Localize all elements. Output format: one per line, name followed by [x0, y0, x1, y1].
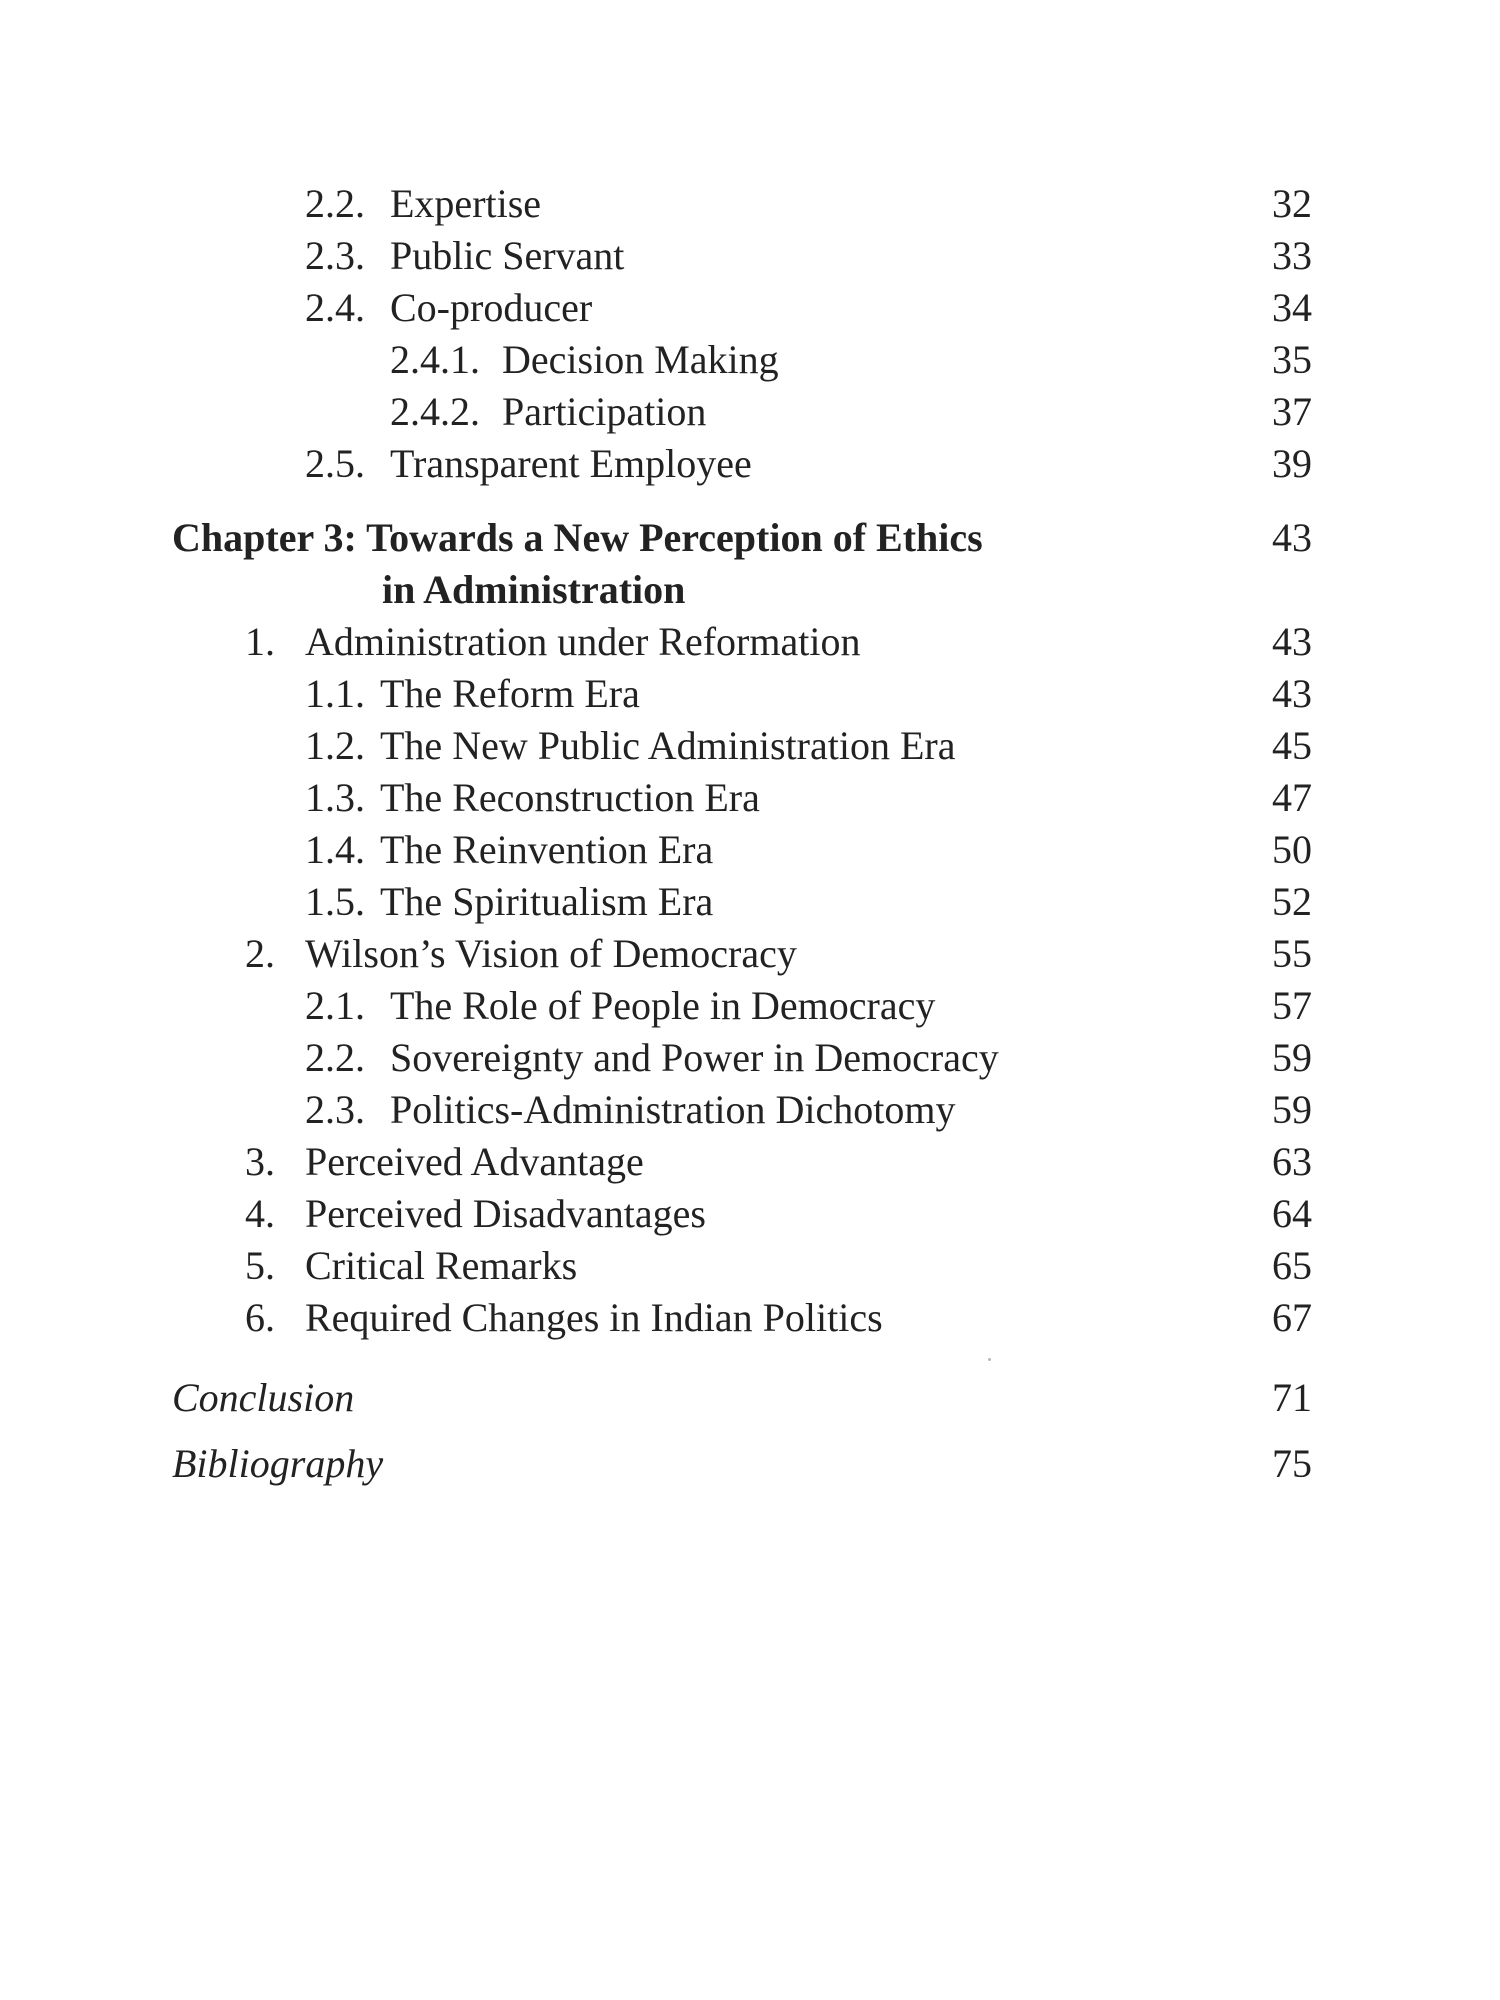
section-title: Perceived Advantage	[305, 1139, 644, 1184]
page-number: 59	[1272, 1087, 1312, 1132]
page-number: 37	[1272, 389, 1312, 434]
section-number: 2.1.	[305, 983, 365, 1028]
section-number: 2.4.1.	[390, 337, 480, 382]
toc-entry	[0, 1188, 1500, 1240]
toc-entry	[0, 1292, 1500, 1344]
section-title: The Reconstruction Era	[380, 775, 760, 820]
section-title: Wilson’s Vision of Democracy	[305, 931, 797, 976]
page-number: 52	[1272, 879, 1312, 924]
page-number: 64	[1272, 1191, 1312, 1236]
section-title: Public Servant	[390, 233, 625, 278]
section-number: 1.	[245, 619, 275, 664]
toc-entry	[0, 876, 1500, 928]
section-number: 1.4.	[305, 827, 365, 872]
toc-entry	[0, 824, 1500, 876]
section-number: 1.5.	[305, 879, 365, 924]
section-title: Expertise	[390, 181, 542, 226]
toc-entry	[0, 230, 1500, 282]
chapter-title-line2: in Administration	[382, 567, 686, 612]
section-number: 5.	[245, 1243, 275, 1288]
section-title: Participation	[502, 389, 707, 434]
bibliography-title: Bibliography	[172, 1441, 384, 1486]
section-title: The Reform Era	[380, 671, 640, 716]
section-title: The Spiritualism Era	[380, 879, 714, 924]
section-title: Politics-Administration Dichotomy	[390, 1087, 956, 1132]
toc-entry	[0, 282, 1500, 334]
section-number: 2.	[245, 931, 275, 976]
page-number: 59	[1272, 1035, 1312, 1080]
section-number: 6.	[245, 1295, 275, 1340]
page-number: 57	[1272, 983, 1312, 1028]
section-number: 2.3.	[305, 1087, 365, 1132]
page-number: 47	[1272, 775, 1312, 820]
section-title: Administration under Reformation	[305, 619, 861, 664]
toc-entry-bibliography	[0, 1438, 1500, 1490]
chapter-heading	[0, 512, 1500, 564]
page-number: 35	[1272, 337, 1312, 382]
page-number: 50	[1272, 827, 1312, 872]
section-number: 2.5.	[305, 441, 365, 486]
section-number: 1.2.	[305, 723, 365, 768]
section-number: 2.4.2.	[390, 389, 480, 434]
toc-entry	[0, 616, 1500, 668]
section-title: The New Public Administration Era	[380, 723, 956, 768]
print-speck	[988, 1358, 991, 1361]
page-number: 65	[1272, 1243, 1312, 1288]
section-number: 3.	[245, 1139, 275, 1184]
section-number: 2.2.	[305, 181, 365, 226]
page-number: 55	[1272, 931, 1312, 976]
page-number: 39	[1272, 441, 1312, 486]
toc-entry	[0, 1032, 1500, 1084]
page-number: 71	[1272, 1375, 1312, 1420]
toc-entry	[0, 668, 1500, 720]
page-number: 67	[1272, 1295, 1312, 1340]
section-number: 2.3.	[305, 233, 365, 278]
toc-entry	[0, 928, 1500, 980]
toc-entry	[0, 334, 1500, 386]
page-number: 63	[1272, 1139, 1312, 1184]
section-title: Critical Remarks	[305, 1243, 578, 1288]
toc-entry	[0, 386, 1500, 438]
page-number: 43	[1272, 515, 1312, 560]
toc-entry	[0, 438, 1500, 490]
section-title: Sovereignty and Power in Democracy	[390, 1035, 999, 1080]
toc-entry	[0, 178, 1500, 230]
section-title: The Role of People in Democracy	[390, 983, 936, 1028]
toc-entry	[0, 772, 1500, 824]
chapter-label: Chapter 3:	[172, 515, 357, 560]
section-number: 4.	[245, 1191, 275, 1236]
section-number: 2.4.	[305, 285, 365, 330]
page-number: 34	[1272, 285, 1312, 330]
chapter-heading-continued	[0, 564, 1500, 616]
toc-entry	[0, 720, 1500, 772]
chapter-title-text: Towards a New Perception of Ethics	[366, 515, 983, 560]
section-title: The Reinvention Era	[380, 827, 714, 872]
section-title: Transparent Employee	[390, 441, 752, 486]
page-number: 43	[1272, 619, 1312, 664]
section-title: Perceived Disadvantages	[305, 1191, 706, 1236]
conclusion-title: Conclusion	[172, 1375, 355, 1420]
section-number: 1.1.	[305, 671, 365, 716]
section-number: 2.2.	[305, 1035, 365, 1080]
page-number: 32	[1272, 181, 1312, 226]
page-number: 75	[1272, 1441, 1312, 1486]
toc-entry-conclusion	[0, 1372, 1500, 1424]
page-number: 43	[1272, 671, 1312, 716]
page-number: 45	[1272, 723, 1312, 768]
toc-entry	[0, 980, 1500, 1032]
page-number: 33	[1272, 233, 1312, 278]
section-number: 1.3.	[305, 775, 365, 820]
toc-entry	[0, 1084, 1500, 1136]
toc-entry	[0, 1240, 1500, 1292]
section-title: Decision Making	[502, 337, 779, 382]
section-title: Required Changes in Indian Politics	[305, 1295, 883, 1340]
toc-entry	[0, 1136, 1500, 1188]
section-title: Co-producer	[390, 285, 593, 330]
chapter-title-line1	[172, 512, 983, 564]
